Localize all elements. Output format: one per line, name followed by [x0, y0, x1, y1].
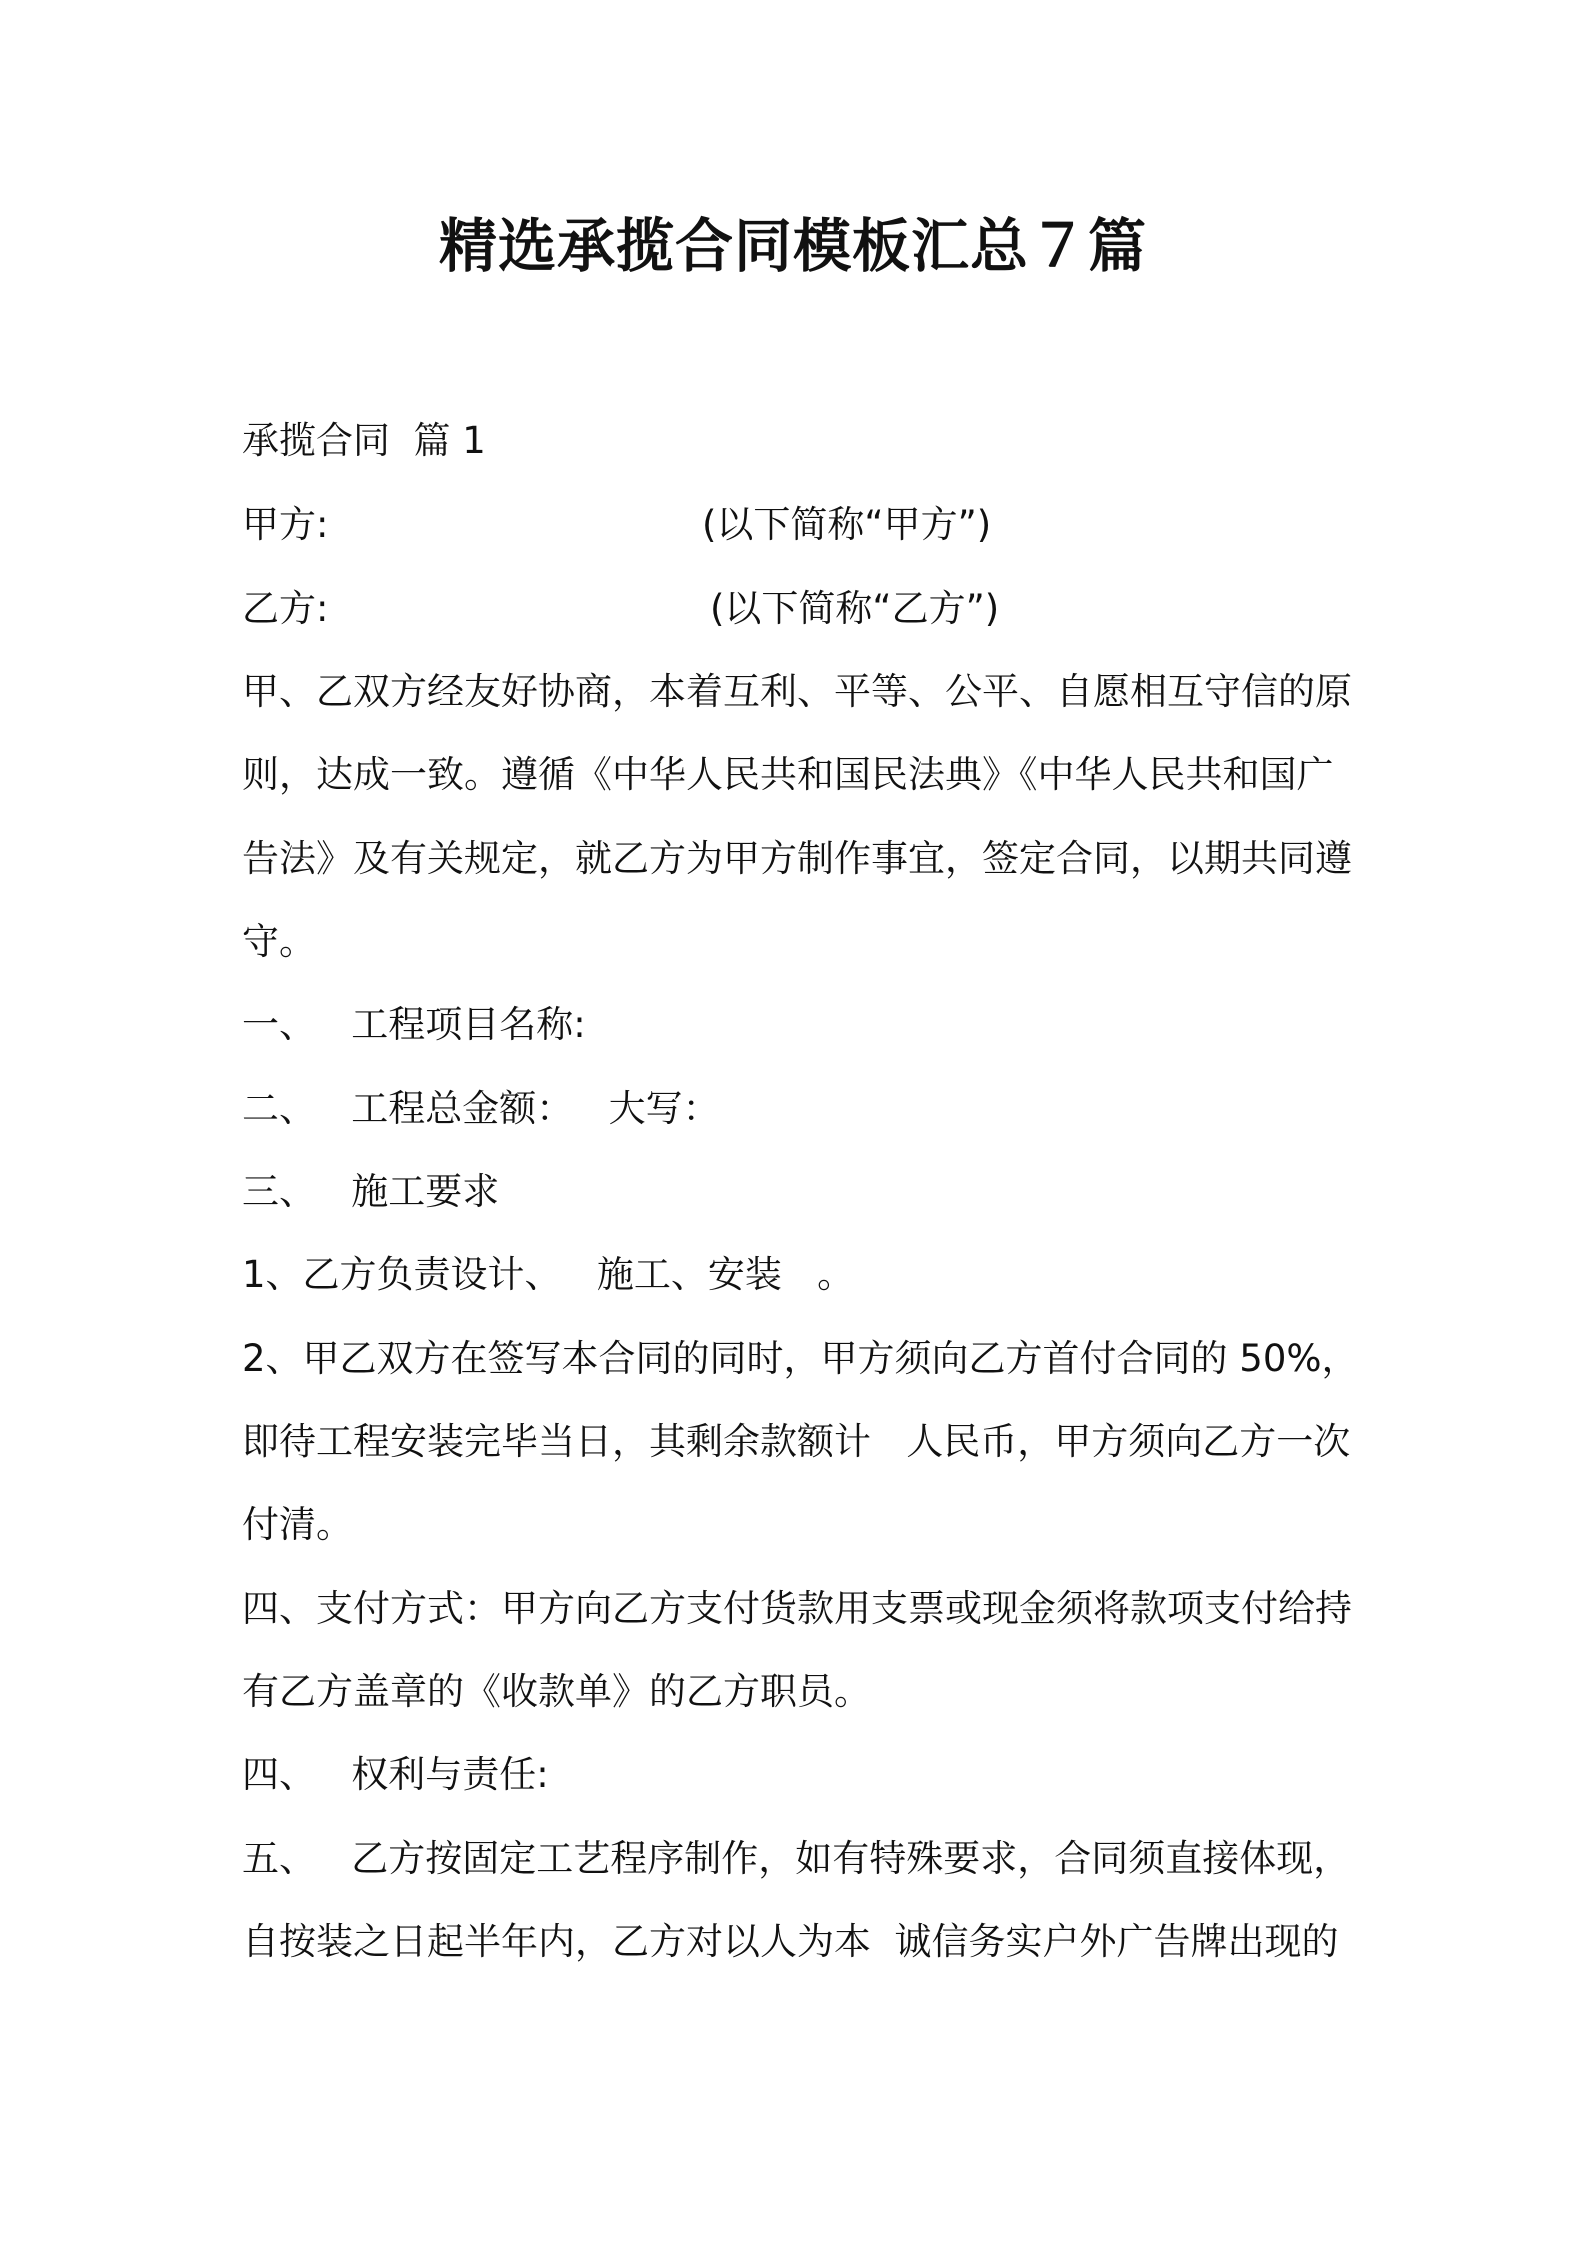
intro-line-1: 甲、乙双方经友好协商，本着互利、平等、公平、自愿相互守信的原	[242, 670, 1352, 713]
payment-line-1: 四、支付方式：甲方向乙方支付货款用支票或现金须将款项支付给持	[242, 1587, 1352, 1630]
requirement-2-line-2: 即待工程安装完毕当日，其剩余款额计 人民币，甲方须向乙方一次	[242, 1420, 1351, 1463]
intro-line-4: 守。	[242, 920, 316, 963]
section-heading: 承揽合同 篇 1	[242, 419, 486, 462]
party-b-label: 乙方:	[242, 587, 329, 630]
item-construction-requirements: 三、 施工要求	[242, 1170, 500, 1213]
party-a-label: 甲方:	[242, 503, 329, 546]
item-5-line-2: 自按装之日起半年内，乙方对以人为本 诚信务实户外广告牌出现的	[242, 1920, 1339, 1963]
item-rights-responsibilities: 四、 权利与责任:	[242, 1753, 549, 1796]
item-project-name: 一、 工程项目名称:	[242, 1003, 586, 1046]
item-5-line-1: 五、 乙方按固定工艺程序制作，如有特殊要求，合同须直接体现，	[242, 1837, 1351, 1880]
document-title: 精选承揽合同模板汇总７篇	[438, 212, 1147, 280]
party-b-note: (以下简称“乙方”)	[710, 587, 1000, 630]
requirement-2-line-3: 付清。	[242, 1503, 353, 1546]
payment-line-2: 有乙方盖章的《收款单》的乙方职员。	[242, 1670, 871, 1713]
intro-line-3: 告法》及有关规定，就乙方为甲方制作事宜，签定合同，以期共同遵	[242, 837, 1352, 880]
party-a-note: (以下简称“甲方”)	[702, 503, 992, 546]
item-total-amount: 二、 工程总金额： 大写：	[242, 1087, 720, 1130]
requirement-1: 1、乙方负责设计、 施工、安装 。	[242, 1253, 855, 1296]
intro-line-2: 则，达成一致。遵循《中华人民共和国民法典》《中华人民共和国广	[242, 753, 1334, 796]
requirement-2-line-1: 2、甲乙双方在签写本合同的同时，甲方须向乙方首付合同的 50%，	[242, 1337, 1359, 1380]
